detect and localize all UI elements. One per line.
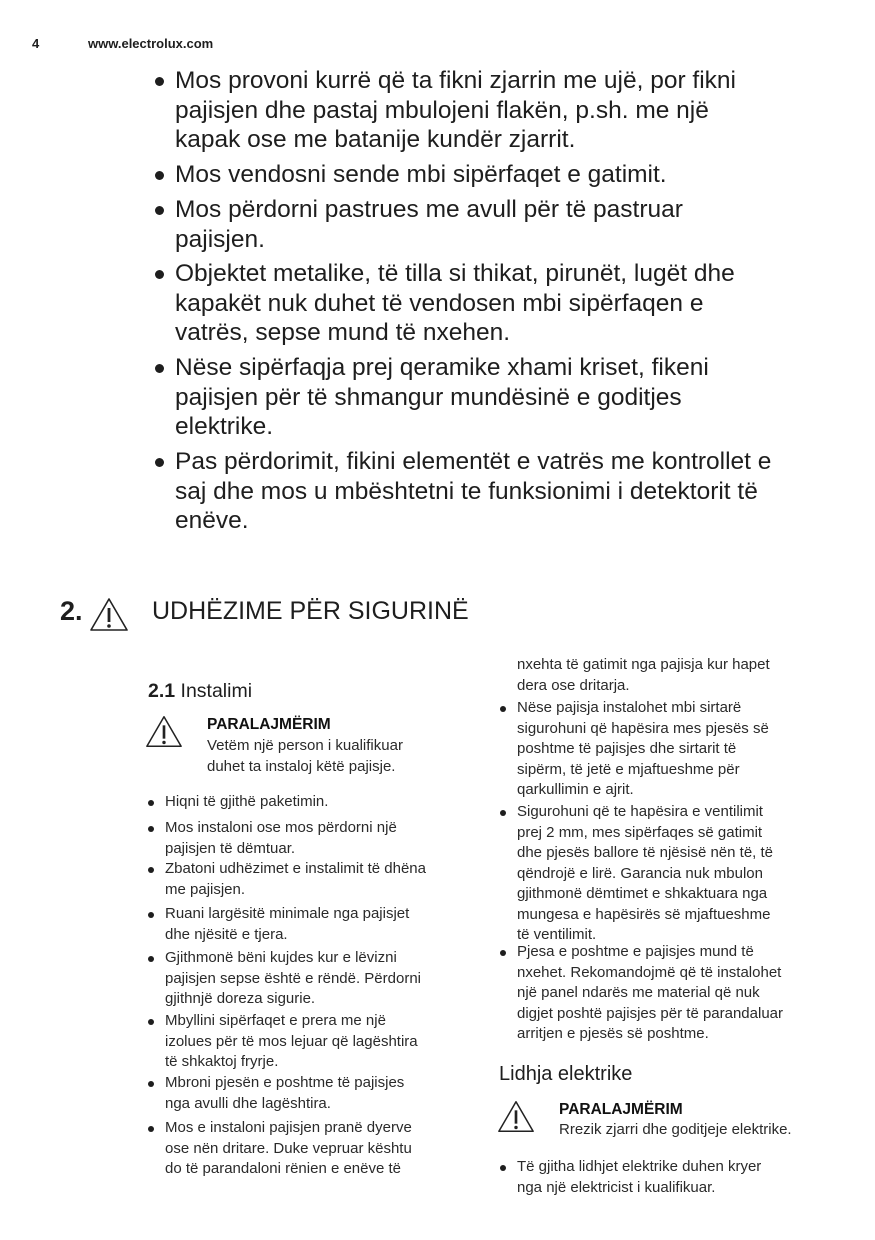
bullet-icon xyxy=(148,1126,154,1132)
text-line: nga avulli dhe lagështira. xyxy=(165,1094,331,1112)
bullet-icon xyxy=(155,458,164,467)
text-line: të shkaktoj fryrje. xyxy=(165,1053,279,1070)
text-line: Mos vendosni sende mbi sipërfaqet e gatimit. xyxy=(175,161,667,188)
text-line: gjithnjë doreza sigurie. xyxy=(165,990,316,1007)
section-title: UDHËZIME PËR SIGURINË xyxy=(152,597,469,625)
list-item xyxy=(165,904,409,945)
bullet-icon xyxy=(155,206,164,215)
warning-triangle-icon xyxy=(497,1099,535,1135)
warning-text xyxy=(207,736,403,777)
text-line: poshtme të pajisjes dhe sirtarit të xyxy=(517,740,737,757)
text-line: Rrezik zjarri dhe goditjeje elektrike. xyxy=(559,1121,792,1138)
list-item xyxy=(165,818,397,859)
text-line: Mos instaloni ose mos përdorni një xyxy=(165,819,397,836)
list-item xyxy=(165,1011,418,1073)
text-line: Zbatoni udhëzimet e instalimit të dhëna xyxy=(165,860,426,877)
bullet-icon xyxy=(500,950,506,956)
text-line: dera ose dritarja. xyxy=(517,676,630,694)
bullet-icon xyxy=(155,171,164,180)
list-item xyxy=(175,195,683,254)
text-line: Pas përdorimit, fikini elementët e vatrës me kontrollet e xyxy=(175,448,772,475)
text-line: dhe pjesës ballore të njësisë nën të, të xyxy=(517,844,774,861)
text-line: nga një elektricist i kualifikuar. xyxy=(517,1178,716,1196)
text-line: saj dhe mos u mbështetni te funksionimi i detektorit të xyxy=(175,477,758,505)
list-item xyxy=(175,160,667,190)
text-line: Mos përdorni pastrues me avull për të pastruar xyxy=(175,196,683,223)
text-line: kapak ose me batanije kundër zjarrit. xyxy=(175,126,576,153)
list-item xyxy=(165,792,328,813)
text-line: Të gjitha lidhjet elektrike duhen kryer xyxy=(517,1158,762,1175)
text-line: gjithmonë dëmtimet e shkaktuara nga xyxy=(517,885,768,902)
bullet-icon xyxy=(155,364,164,373)
right-continuation-text xyxy=(517,655,770,696)
text-line: sigurohuni që hapësira mes pjesës së xyxy=(517,719,769,737)
list-item xyxy=(175,447,771,536)
bullet-icon xyxy=(500,706,506,712)
bullet-icon xyxy=(155,270,164,279)
text-line: Mos provoni kurrë që ta fikni zjarrin me ujë, por fikni xyxy=(175,67,736,94)
text-line: do të parandaloni rënien e enëve të xyxy=(165,1160,402,1177)
subsection-heading xyxy=(148,680,252,703)
list-item xyxy=(165,948,421,1010)
subheading-electrical: Lidhja elektrike xyxy=(499,1063,633,1085)
text-line: nxehta të gatimit nga pajisja kur hapet xyxy=(517,656,770,673)
list-item xyxy=(517,1157,761,1198)
text-line: Sigurohuni që te hapësira e ventilimit xyxy=(517,803,763,820)
text-line: Nëse sipërfaqja prej qeramike xhami kriset, fikeni xyxy=(175,354,709,381)
text-line: Ruani largësitë minimale nga pajisjet xyxy=(165,905,410,922)
text-line: pajisjen. xyxy=(175,225,265,253)
text-line: pajisjen për të shmangur mundësinë e goditjes xyxy=(175,383,682,411)
text-line: vatrës, sepse mund të nxehen. xyxy=(175,319,511,346)
subsection-title: Instalimi xyxy=(180,680,253,702)
list-item xyxy=(517,698,769,801)
text-line: qarkullimin e ajrit. xyxy=(517,781,634,798)
subsection-number: 2.1 xyxy=(148,680,176,702)
header-url: www.electrolux.com xyxy=(88,36,214,51)
text-line: nxehet. Rekomandojmë që të instalohet xyxy=(517,963,782,981)
list-item xyxy=(517,802,773,946)
page-number: 4 xyxy=(32,36,40,51)
text-line: Pjesa e poshtme e pajisjes mund të xyxy=(517,943,754,960)
warning-text xyxy=(559,1120,792,1141)
text-line: sipërm, të jetë e mjaftueshme për xyxy=(517,760,740,778)
text-line: Mbroni pjesën e poshtme të pajisjes xyxy=(165,1074,405,1091)
list-item xyxy=(165,859,426,900)
text-line: qëndrojë e lirë. Garancia nuk mbulon xyxy=(517,864,763,882)
text-line: pajisjen sepse është e rëndë. Përdorni xyxy=(165,969,421,987)
bullet-icon xyxy=(500,810,506,816)
bullet-icon xyxy=(155,77,164,86)
list-item xyxy=(175,353,709,442)
bullet-icon xyxy=(148,867,154,873)
text-line: elektrike. xyxy=(175,413,274,440)
bullet-icon xyxy=(148,1081,154,1087)
text-line: enëve. xyxy=(175,507,249,534)
list-item xyxy=(165,1118,412,1180)
text-line: Mbyllini sipërfaqet e prera me një xyxy=(165,1012,386,1029)
list-item xyxy=(165,1073,404,1114)
bullet-icon xyxy=(148,956,154,962)
text-line: pajisjen të dëmtuar. xyxy=(165,839,296,857)
text-line: mungesa e hapësirës së mjaftueshme xyxy=(517,905,771,923)
text-line: Hiqni të gjithë paketimin. xyxy=(165,793,329,810)
text-line: prej 2 mm, mes sipërfaqes së gatimit xyxy=(517,823,763,841)
bullet-icon xyxy=(148,1019,154,1025)
text-line: pajisjen dhe pastaj mbulojeni flakën, p.sh. me një xyxy=(175,96,709,124)
section-number: 2. xyxy=(60,596,83,626)
text-line: me pajisjen. xyxy=(165,880,246,898)
list-item xyxy=(517,942,783,1045)
text-line: Gjithmonë bëni kujdes kur e lëvizni xyxy=(165,949,397,966)
list-item xyxy=(175,259,735,348)
text-line: Mos e instaloni pajisjen pranë dyerve xyxy=(165,1119,412,1136)
text-line: arritjen e pjesës së poshtme. xyxy=(517,1025,709,1042)
bullet-icon xyxy=(148,826,154,832)
text-line: dhe njësitë e tjera. xyxy=(165,925,288,943)
text-line: Objektet metalike, të tilla si thikat, pirunët, lugët dhe xyxy=(175,260,735,287)
text-line: Nëse pajisja instalohet mbi sirtarë xyxy=(517,699,742,716)
text-line: një panel ndarës me material që nuk xyxy=(517,984,760,1001)
warning-triangle-icon xyxy=(145,714,183,750)
text-line: Vetëm një person i kualifikuar xyxy=(207,737,403,754)
text-line: duhet ta instaloj këtë pajisje. xyxy=(207,757,396,775)
text-line: digjet poshtë pajisjes për të parandaluar xyxy=(517,1004,784,1022)
bullet-icon xyxy=(148,800,154,806)
text-line: izolues për të mos lejuar që lagështira xyxy=(165,1032,418,1050)
text-line: të ventilimit. xyxy=(517,926,597,943)
text-line: kapakët nuk duhet të vendosen mbi sipërfaqen e xyxy=(175,289,704,317)
warning-triangle-icon xyxy=(89,597,129,633)
warning-title: PARALAJMËRIM xyxy=(559,1101,683,1118)
warning-title: PARALAJMËRIM xyxy=(207,716,331,733)
text-line: ose nën dritare. Duke vepruar kështu xyxy=(165,1139,412,1157)
list-item xyxy=(175,66,736,155)
bullet-icon xyxy=(148,912,154,918)
bullet-icon xyxy=(500,1165,506,1171)
